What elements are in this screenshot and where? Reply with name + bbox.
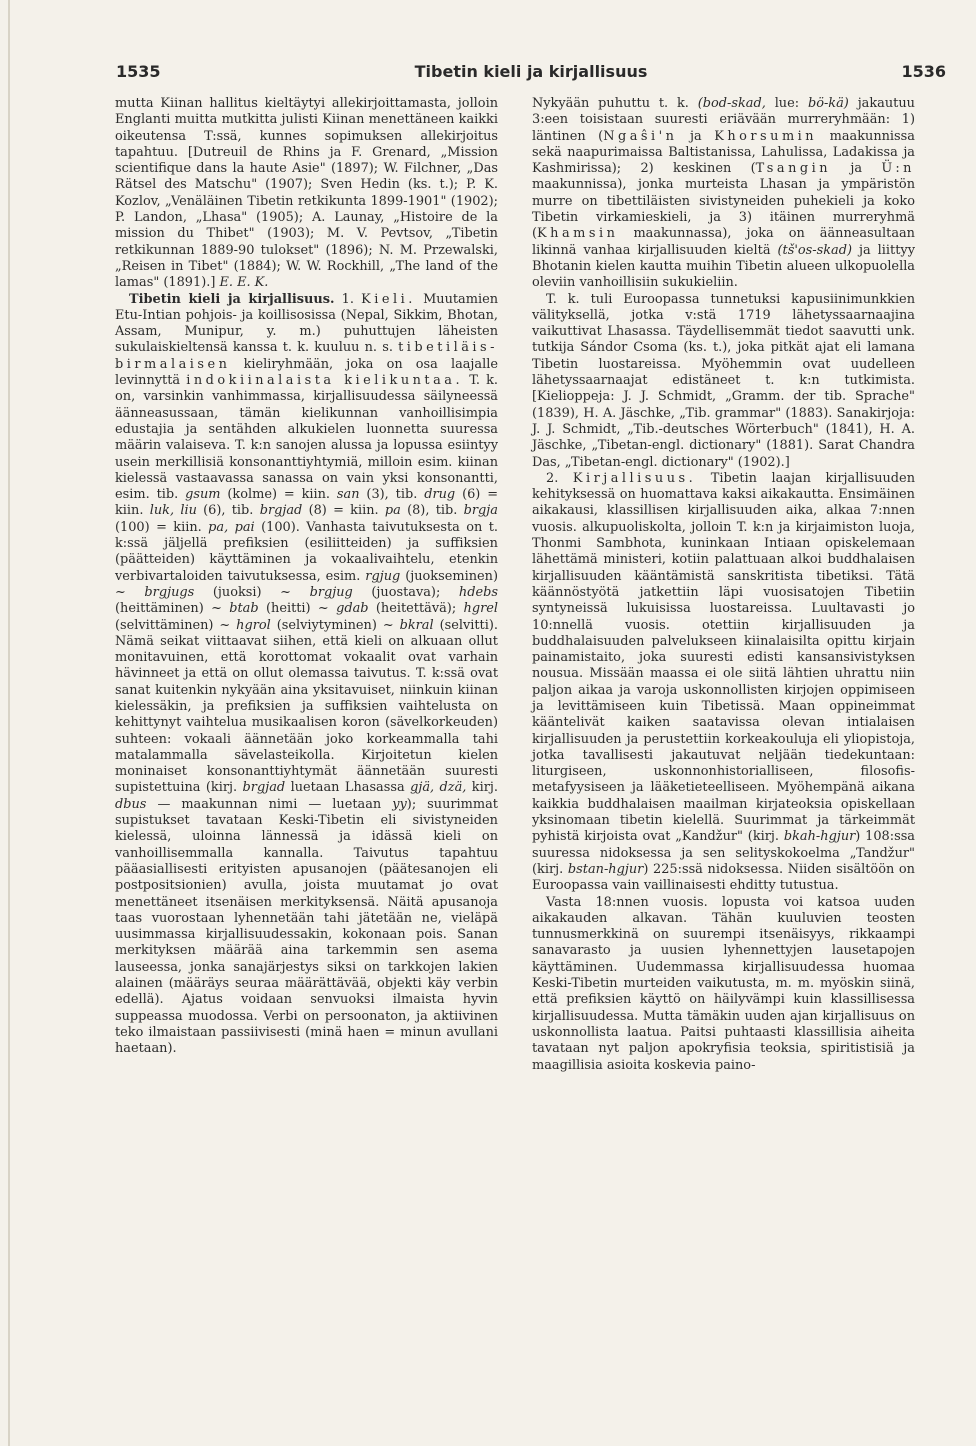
paragraph-language: Tibetin kieli ja kirjallisuus. 1. Kieli. Muutamien Etu-Intian pohjois- ja koillisosissa (Nepal, Sikkim, Bhotan, Assam, Munipur, y. m.) puhuttujen läheisten sukulaiskieltensä kanssa t. k. kuuluu n. s. tibetiläis-birmalaisen kieliryhmään, joka on osa laajalle levinnyttä indokiinalaista kielikuntaa. T. k. on, varsinkin vanhimmassa, kirjallisuudessa säilyneessä äänneasussaan, tämän kielikunnan vanhoillisimpia edustajia ja sentähden alkukielen luonnetta suuressa määrin valaiseva. T. k:n sanojen alussa ja lopussa esiintyy usein merkillisiä konsonanttiyhtymiä, milloin esim. kiinan kielessä vastaavassa sanassa on vain yksi konsonantti, esim. tib. gsum (kolme) = kiin. san (3), tib. drug (6) = kiin. luk, liu (6), tib. brgjad (8) = kiin. pa (8), tib. brgja (100) = kiin. pa, pai (100). Vanhasta taivutuksesta on t. k:ssä jäljellä prefiksien (esiliitteiden) ja suffiksien (päätteiden) käyttäminen ja vokaalivaihtelu, etenkin verbivartaloiden taivutuksessa, esim. rgjug (juokseminen) ~ brgjugs (juoksi) ~ brgjug (juostava); hdebs (heittäminen) ~ btab (heitti) ~ gdab (heitettävä); hgrel (selvittäminen) ~ hgrol (selviytyminen) ~ bkral (selvitti). Nämä seikat viittaavat siihen, että kieli on alkuaan ollut monitavuinen, että korottomat vokaalit ovat varhain hävinneet ja että on ollut olemassa taivutus. T. k:ssä ovat sanat kuitenkin nykyään aina yksitavuiset, niinkuin kiinan kielessäkin, ja prefiksien ja suffiksien vaihtelusta on kehittynyt vaihtelua musikaalisen koron (sävelkorkeuden) suhteen: vokaali äännetään joko korkeammalla tahi matalammalla sävelasteikolla. Kirjoitetun kielen moninaiset konsonanttiyhtymät äännetään suuresti supistettuina (kirj. brgjad luetaan Lhasassa gjä, dzä, kirj. dbus — maakunnan nimi — luetaan yy); suurimmat supistukset tavataan Keski-Tibetin eli sivistyneiden kielessä, uloinna lännessä ja idässä kieli on vanhoillisemmalla kannalla. Taivutus tapahtuu pääasiallisesti erityisten apusanojen (päätesanojen eli postpositsionien) avulla, joista muutamat jo ovat menettäneet itsenäisen merkityksensä. Näitä apusanoja taas vuorostaan lyhennetään tahi jätetään ne, vieläpä uusimmassa kirjallisuudessakin, kokonaan pois. Sanan merkityksen määrää aina tarkemmin sen asema lauseessa, jonka sanajärjestys siksi on tarkkojen lakien alainen (määräys seuraa määrättävää, objekti käy verbin edellä). Ajatus voidaan senvuoksi ilmaista hyvin suppeassa muodossa. Verbi on persoonaton, ja aktiivinen teko ilmaistaan passiivisesti (minä haen = minun avullani haetaan). <box>115 291 499 1057</box>
page-edge-line <box>8 0 10 1446</box>
paragraph-research-history: T. k. tuli Euroopassa tunnetuksi kapusiinimunkkien välityksellä, jotka v:stä 1719 lähetyssaarnaajina vaikuttivat Lhasassa. Täydellisemmät tiedot saavutti unk. tutkija Sándor Csoma (ks. t.), joka pitkät ajat eli lamana Tibetin luostareissa. Myöhemmin ovat uudelleen lähetyssaarnaajat edistäneet t. k:n tutkimista. [Kielioppeja: J. J. Schmidt, „Gramm. der tib. Sprache" (1839), H. A. Jäschke, „Tib. grammar" (1883). Sanakirjoja: J. J. Schmidt, „Tib.-deutsches Wörterbuch" (1841), H. A. Jäschke, „Tibetan-engl. dictionary" (1881). Sarat Chandra Das, „Tibetan-engl. dictionary" (1902).] <box>532 291 915 470</box>
article-title: Tibetin kieli ja kirjallisuus. <box>129 291 335 307</box>
section-number: 1. <box>341 291 354 307</box>
section-number: 2. <box>546 470 559 486</box>
section-heading-literature: Kirjallisuus. <box>572 470 697 486</box>
left-page-number: 1535 <box>116 62 161 81</box>
right-column <box>532 96 915 1074</box>
paragraph-literature: 2. Kirjallisuus. Tibetin laajan kirjallisuuden kehityksessä on huomattava kaksi aikakautta. Ensimäinen aikakausi, klassillisen kirjallisuuden aika, alkaa 7:nnen vuosis. alkupuoliskolta, jolloin T. k:n ja kirjaimiston luoja, Thonmi Sambhota, kuninkaan Intiaan opiskelemaan lähettämä ministeri, kotiin palattuaan alkoi buddhalaisen kirjallisuuden kääntämistä sanskritista tibetiksi. Tätä käännöstyötä jatkettiin läpi vuosisatojen Tibetiin syntyneissä lukuisissa luostareissa. Luultavasti jo 10:nnellä vuosis. otettiin kirjallisuuden ja buddhalaisuuden palvelukseen kiinalaisilta opittu kirjain painamistaito, joka suuresti edisti kansansivistyksen nousua. Missään maassa ei ole siitä lähtien uhrattu niin paljon aikaa ja varoja uskonnollisten kirjojen oppimiseen ja levittämiseen kuin Tibetissä. Maan oppineimmat kääntelivät kaiken saatavissa olevan intialaisen kirjallisuuden ja perustettiin korkeakouluja eli yliopistoja, jotka tavallisesti jakautuvat neljään tiedekuntaan: liturgiseen, uskonnonhistorialliseen, filosofis-metafyysiseen ja lääketieteelliseen. Myöhempänä aikana kaikkia buddhalaisen maailman kirjateoksia opiskellaan yksinomaan tibetin kielellä. Suurimmat ja tärkeimmät pyhistä kirjoista ovat „Kandžur" (kirj. bkah-hgjur) 108:ssa suuressa nidoksessa ja sen selityskokoelma „Tandžur" (kirj. bstan-hgjur) 225:ssä nidoksessa. Niiden sisältöön on Euroopassa vain vaillinaisesti ehditty tutustua. <box>532 470 915 894</box>
paragraph-historical-note: mutta Kiinan hallitus kieltäytyi allekirjoittamasta, jolloin Englanti muitta mutkitta julisti Kiinan menettäneen kaikki oikeutensa T:ssä, kunnes sopimuksen allekirjoitus tapahtuu. [Dutreuil de Rhins ja F. Grenard, „Mission scientifique dans la haute Asie" (1897); W. Filchner, „Das Rätsel des Matschu" (1907); Sven Hedin (ks. t.); P. K. Kozlov, „Venäläinen Tibetin retkikunta 1899-1901" (1902); P. Landon, „Lhasa" (1905); A. Launay, „Histoire de la mission du Thibet" (1903); M. V. Pevtsov, „Tibetin retkikunnan 1889-90 tulokset" (1896); N. M. Przewalski, „Reisen in Tibet" (1884); W. W. Rockhill, „The land of the lamas" (1891).] E. E. K. <box>115 96 498 291</box>
page-header <box>110 62 952 84</box>
left-column <box>115 96 498 1058</box>
right-page-number: 1536 <box>901 62 946 81</box>
running-title: Tibetin kieli ja kirjallisuus <box>414 62 648 81</box>
paragraph-dialects: Nykyään puhuttu t. k. (bod-skad, lue: bö-kä) jakautuu 3:een toisistaan suuresti eriävään murreryhmään: 1) läntinen (Ngaŝi'n ja Khorsumin maakunnissa sekä naapurimaissa Baltistanissa, Lahulissa, Ladakissa ja Kashmirissa); 2) keskinen (Tsangin ja Ü:n maakunnissa), jonka murteista Lhasan ja ympäristön murre on tibettiläisten sivistyneiden puhekieli ja koko Tibetin virkamieskieli, ja 3) itäinen murreryhmä (Khamsin maakunnassa), joka on äänneasultaan likinnä vanhaa kirjallisuuden kieltä (tš'os-skad) ja liittyy Bhotanin kielen kautta muihin Tibetin alueen ulkopuolella oleviin vanhoillisiin sukukieliin. <box>532 96 915 291</box>
paragraph-new-era: Vasta 18:nnen vuosis. lopusta voi katsoa uuden aikakauden alkavan. Tähän kuuluvien teosten tunnusmerkkinä on suurempi itsenäisyys, rikkaampi sanavarasto ja uusien lyhennettyjen lausetapojen käyttäminen. Uudemmassa kirjallisuudessa huomaa Keski-Tibetin murteiden vaikutusta, m. m. myöskin siinä, että prefiksien käyttö on häilyvämpi kuin klassillisessa kirjallisuudessa. Mutta tämäkin uuden ajan kirjallisuus on uskonnollista laatua. Paitsi puhtaasti klassillisia aiheita tavataan nyt paljon apokryfisia teoksia, spiritistisiä ja maagillisia asioita koskevia paino- <box>532 894 915 1073</box>
section-heading-language: Kieli. <box>361 291 416 307</box>
author-signature: E. E. K. <box>219 275 269 291</box>
